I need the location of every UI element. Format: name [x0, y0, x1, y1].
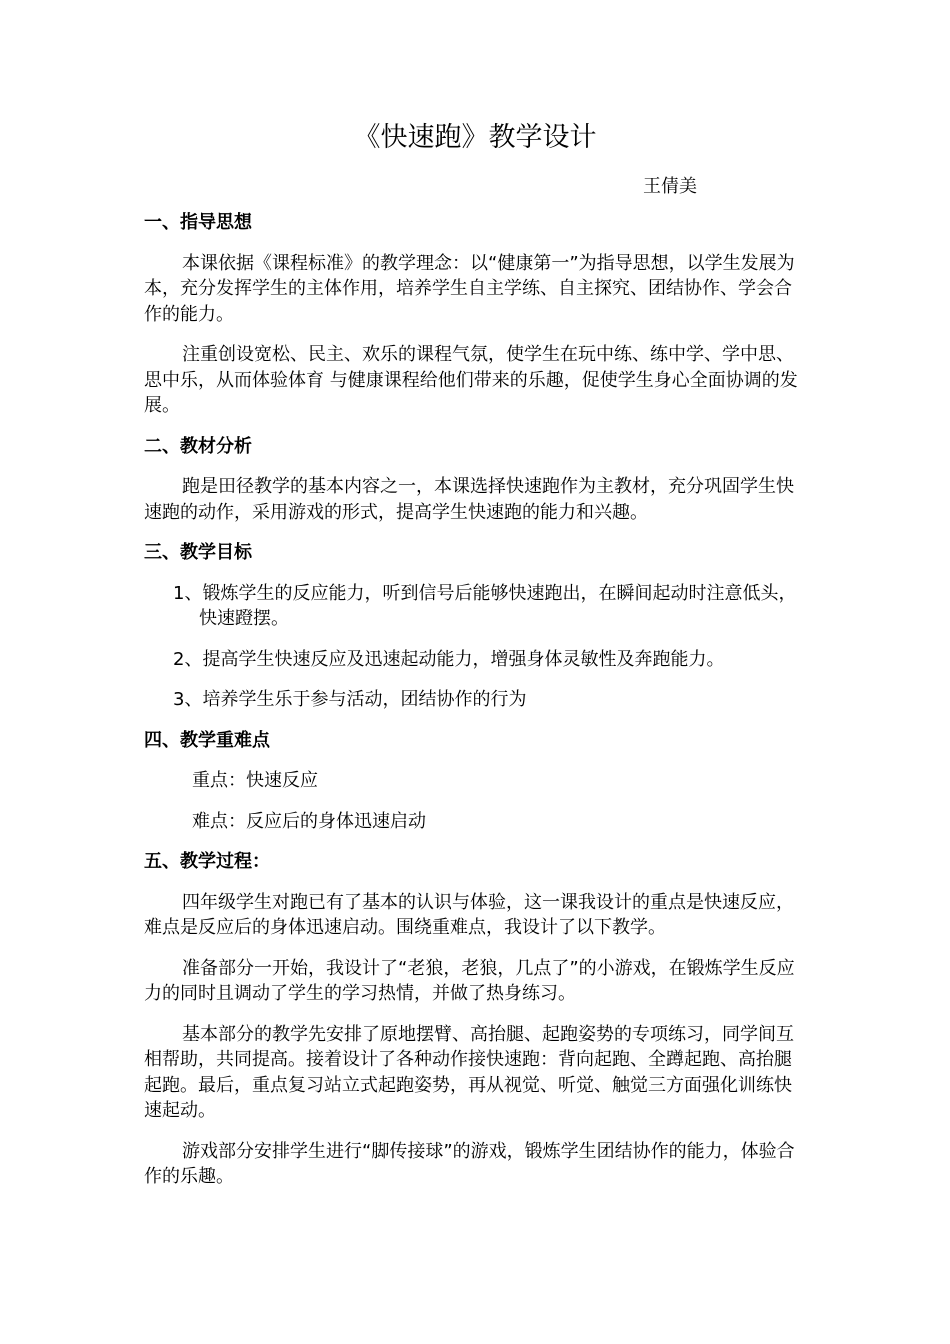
paragraph: 准备部分一开始，我设计了“老狼，老狼，几点了”的小游戏，在锻炼学生反应力的同时且调动了学生的学习热情，并做了热身练习。: [144, 957, 795, 1004]
key-point: 重点：快速反应: [192, 770, 318, 791]
paragraph: 游戏部分安排学生进行“脚传接球”的游戏，锻炼学生团结协作的能力，体验合作的乐趣。: [144, 1140, 795, 1187]
section-heading-material-analysis: 二、教材分析: [144, 435, 252, 457]
paragraph: 注重创设宽松、民主、欢乐的课程气氛，使学生在玩中练、练中学、学中思、思中乐，从而体验体育 与健康课程给他们带来的乐趣，促使学生身心全面协调的发展。: [144, 344, 798, 416]
section-heading-teaching-objectives: 三、教学目标: [144, 542, 252, 563]
section-heading-key-difficult-points: 四、教学重难点: [144, 729, 270, 751]
objective-item-2: 2、提高学生快速反应及迅速起动能力，增强身体灵敏性及奔跑能力。: [173, 648, 725, 670]
paragraph: 跑是田径教学的基本内容之一，本课选择快速跑作为主教材，充分巩固学生快速跑的动作，采用游戏的形式，提高学生快速跑的能力和兴趣。: [144, 476, 794, 523]
objective-item-1: 1、锻炼学生的反应能力，听到信号后能够快速跑出，在瞬间起动时注意低头，快速蹬摆。: [173, 582, 797, 629]
section-heading-guiding-ideology: 一、指导思想: [144, 212, 252, 233]
section-heading-teaching-process: 五、教学过程：: [144, 851, 270, 872]
author-name: 王倩美: [643, 176, 697, 197]
document-title: 《快速跑》教学设计: [353, 122, 597, 153]
paragraph: 基本部分的教学先安排了原地摆臂、高抬腿、起跑姿势的专项练习，同学间互相帮助，共同提高。接着设计了各种动作接快速跑：背向起跑、全蹲起跑、高抬腿起跑。最后，重点复习站立式起跑姿势，再从视觉、听觉、触觉三方面强化训练快速起动。: [144, 1023, 794, 1121]
objective-item-3: 3、培养学生乐于参与活动，团结协作的行为: [173, 689, 527, 710]
difficult-point: 难点：反应后的身体迅速启动: [192, 810, 426, 832]
paragraph: 本课依据《课程标准》的教学理念：以“健康第一”为指导思想，以学生发展为本，充分发挥学生的主体作用，培养学生自主学练、自主探究、团结协作、学会合作的能力。: [144, 252, 795, 325]
document-body: [144, 210, 806, 1205]
paragraph: 四年级学生对跑已有了基本的认识与体验，这一课我设计的重点是快速反应，难点是反应后的身体迅速启动。围绕重难点，我设计了以下教学。: [144, 891, 794, 938]
